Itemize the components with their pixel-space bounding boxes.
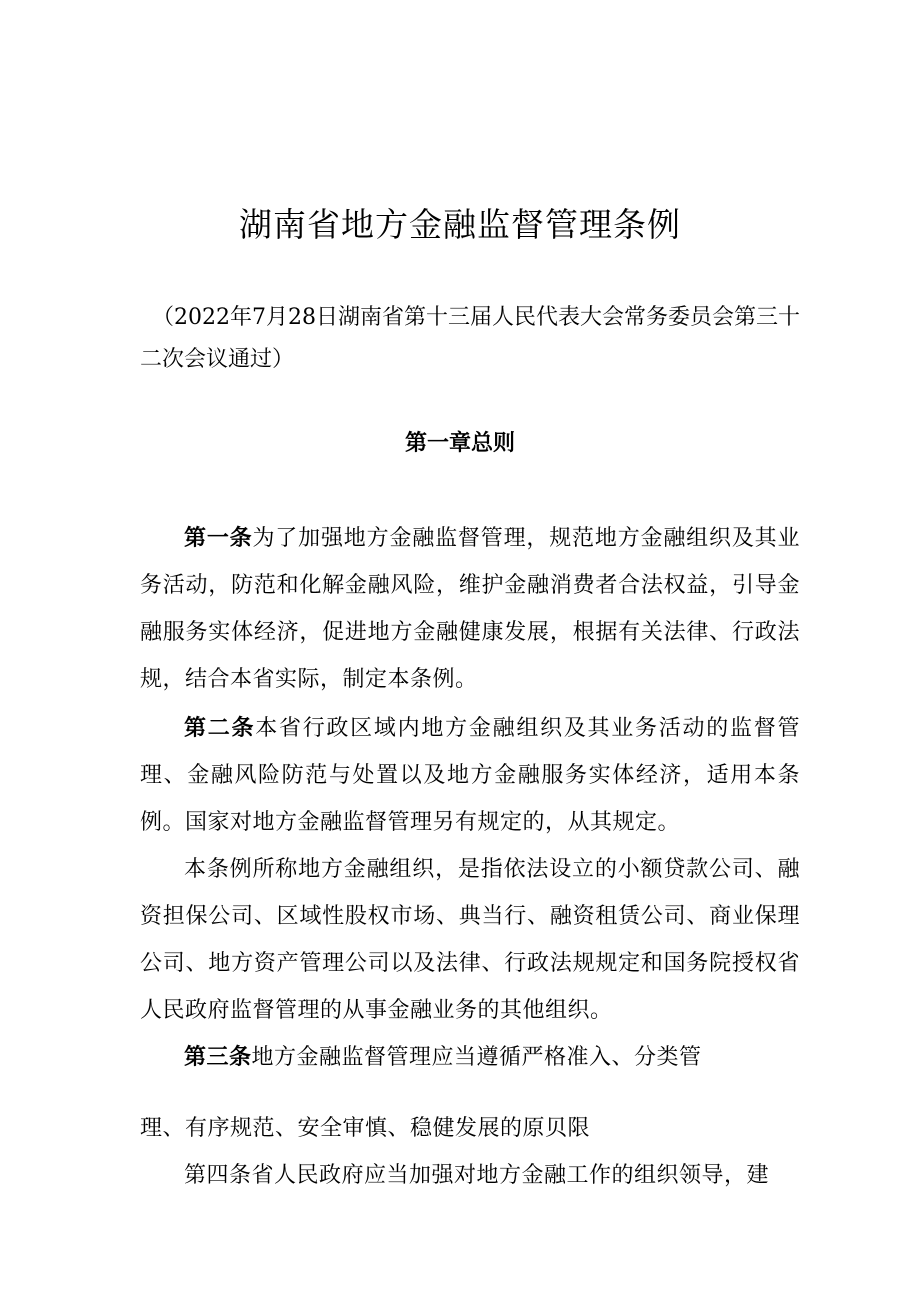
article-1-text: 为了加强地方金融监督管理，规范地方金融组织及其业务活动，防范和化解金融风险，维护金融消费者合法权益，引导金融服务实体经济，促进地方金融健康发展，根据有关法律、行政法规，结合本省实际，制定本条例。 xyxy=(140,526,800,692)
article-4-text: 第四条省人民政府应当加强对地方金融工作的组织领导，建 xyxy=(184,1163,770,1188)
article-3-paragraph xyxy=(140,1034,760,1081)
article-1-paragraph xyxy=(140,515,800,703)
article-3-continuation-text: 理、有序规范、安全审慎、稳健发展的原贝限 xyxy=(140,1116,591,1141)
article-3-continuation xyxy=(140,1105,800,1152)
chapter-heading: 第一章总则 xyxy=(404,431,515,456)
article-2-definition-text: 本条例所称地方金融组织，是指依法设立的小额贷款公司、融资担保公司、区域性股权市场、典当行、融资租赁公司、商业保理公司、地方资产管理公司以及法律、行政法规规定和国务院授权省人民政府监督管理的从事金融业务的其他组织。 xyxy=(140,857,800,1023)
article-3-text: 地方金融监督管理应当遵循严格准入、分类管 xyxy=(251,1045,702,1070)
document-title: 湖南省地方金融监督管理条例 xyxy=(239,205,681,244)
article-1-label: 第一条 xyxy=(184,526,253,551)
article-2-paragraph xyxy=(140,705,800,846)
article-2-text: 本省行政区域内地方金融组织及其业务活动的监督管理、金融风险防范与处置以及地方金融服务实体经济，适用本条例。国家对地方金融监督管理另有规定的，从其规定。 xyxy=(140,716,800,835)
article-2-label: 第二条 xyxy=(184,716,256,741)
article-3-label: 第三条 xyxy=(184,1045,252,1070)
article-2-definition-paragraph xyxy=(140,846,800,1034)
document-subtitle: （2022年7月28日湖南省第十三届人民代表大会常务委员会第三十二次会议通过） xyxy=(140,305,800,372)
article-4-paragraph xyxy=(140,1152,800,1199)
